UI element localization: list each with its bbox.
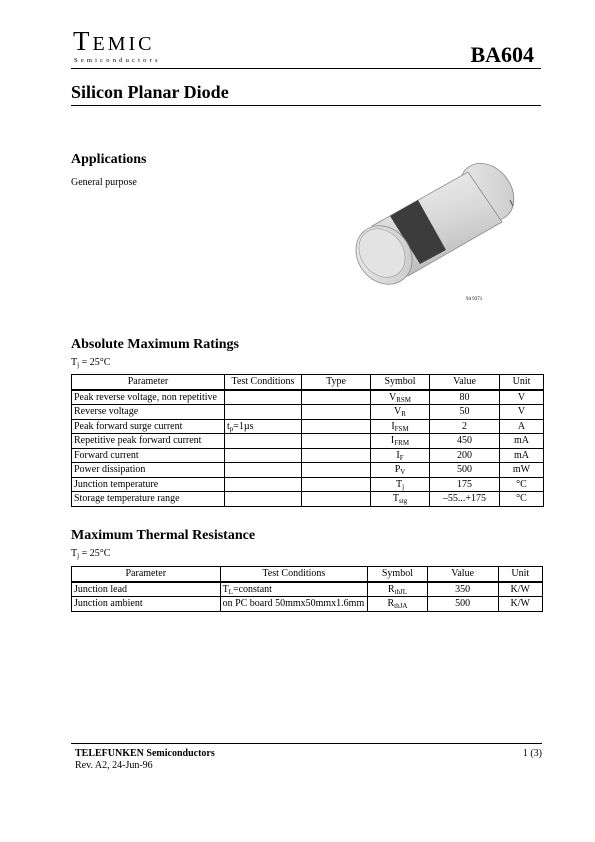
table-cell: mW <box>500 463 544 478</box>
table-cell: 350 <box>427 582 498 597</box>
table-cell: $T_{stg}$ <box>371 492 430 507</box>
table-cell: 50 <box>430 405 500 420</box>
table-row <box>72 477 544 492</box>
table-cell: $R_{thJA}$ <box>368 597 428 612</box>
table-cell <box>302 419 371 434</box>
column-header: Type <box>302 375 371 390</box>
footer-company: TELEFUNKEN Semiconductors <box>75 748 215 759</box>
title-rule <box>71 105 541 106</box>
diode-illustration <box>350 158 520 290</box>
table-cell: $t_p=1\mu s$ <box>225 419 302 434</box>
applications-text: General purpose <box>71 177 137 188</box>
table-cell <box>225 434 302 449</box>
table-cell: 175 <box>430 477 500 492</box>
amr-heading: Absolute Maximum Ratings <box>71 337 240 352</box>
table-cell: K/W <box>498 597 543 612</box>
temic-logo <box>73 28 155 58</box>
table-cell <box>225 448 302 463</box>
table-cell: Repetitive peak forward current <box>72 434 225 449</box>
table-cell: $T_L=constant$ <box>220 582 368 597</box>
page-number: 1 (3) <box>522 748 542 759</box>
table-cell: $I_{FRM}$ <box>371 434 430 449</box>
table-cell: Junction lead <box>72 582 221 597</box>
table-cell: Power dissipation <box>72 463 225 478</box>
table-cell: Forward current <box>72 448 225 463</box>
thermal-heading: Maximum Thermal Resistance <box>71 528 256 543</box>
column-header: Value <box>430 375 500 390</box>
table-cell: °C <box>500 477 544 492</box>
table-cell <box>225 463 302 478</box>
table-cell <box>302 405 371 420</box>
table-cell <box>225 477 302 492</box>
table-cell <box>225 390 302 405</box>
table-cell: V <box>500 405 544 420</box>
thermal-header-row <box>72 567 543 582</box>
table-cell: Peak forward surge current <box>72 419 225 434</box>
table-cell: $I_{FSM}$ <box>371 419 430 434</box>
table-cell: $T_j$ <box>371 477 430 492</box>
table-cell <box>225 492 302 507</box>
column-header: Symbol <box>368 567 428 582</box>
column-header: Parameter <box>72 375 225 390</box>
table-cell: –55...+175 <box>430 492 500 507</box>
table-cell: °C <box>500 492 544 507</box>
table-cell <box>302 463 371 478</box>
column-header: Test Conditions <box>220 567 368 582</box>
table-cell: Storage temperature range <box>72 492 225 507</box>
amr-condition: $T_j = 25^\circ C$ <box>71 357 111 369</box>
table-cell <box>302 448 371 463</box>
table-cell <box>302 477 371 492</box>
column-header: Unit <box>498 567 543 582</box>
footer-rule <box>71 743 542 744</box>
table-cell <box>225 405 302 420</box>
amr-header-row <box>72 375 544 390</box>
table-cell: 200 <box>430 448 500 463</box>
table-row <box>72 492 544 507</box>
table-cell: $R_{thJL}$ <box>368 582 428 597</box>
table-cell: 500 <box>427 597 498 612</box>
applications-heading: Applications <box>71 152 147 167</box>
logo-subtitle: Semiconductors <box>74 57 161 64</box>
table-cell: $V_{RSM}$ <box>371 390 430 405</box>
logo-rest: EMIC <box>92 33 155 55</box>
table-cell: mA <box>500 434 544 449</box>
table-cell: K/W <box>498 582 543 597</box>
table-cell: $I_F$ <box>371 448 430 463</box>
table-cell: $V_R$ <box>371 405 430 420</box>
table-row <box>72 448 544 463</box>
table-cell: A <box>500 419 544 434</box>
column-header: Value <box>427 567 498 582</box>
table-row <box>72 419 544 434</box>
table-cell <box>302 492 371 507</box>
amr-table <box>71 374 544 507</box>
table-cell: mA <box>500 448 544 463</box>
table-row <box>72 582 543 597</box>
table-cell: 500 <box>430 463 500 478</box>
table-row <box>72 597 543 612</box>
table-cell: on PC board 50mmx50mmx1.6mm <box>220 597 368 612</box>
thermal-condition: $T_j = 25^\circ C$ <box>71 548 111 560</box>
header-rule <box>71 68 541 69</box>
table-cell: 2 <box>430 419 500 434</box>
table-row <box>72 405 544 420</box>
footer-revision: Rev. A2, 24-Jun-96 <box>75 760 153 771</box>
table-cell: Peak reverse voltage, non repetitive <box>72 390 225 405</box>
thermal-table <box>71 566 543 612</box>
table-cell: 450 <box>430 434 500 449</box>
table-cell: 80 <box>430 390 500 405</box>
table-cell: Junction temperature <box>72 477 225 492</box>
column-header: Symbol <box>371 375 430 390</box>
column-header: Parameter <box>72 567 221 582</box>
page-title: Silicon Planar Diode <box>71 82 229 102</box>
figure-id: 94 9371 <box>466 297 483 302</box>
table-row <box>72 463 544 478</box>
table-cell: V <box>500 390 544 405</box>
table-cell <box>302 390 371 405</box>
table-cell: Reverse voltage <box>72 405 225 420</box>
part-number: BA604 <box>470 42 534 67</box>
table-cell: $P_V$ <box>371 463 430 478</box>
table-cell <box>302 434 371 449</box>
column-header: Test Conditions <box>225 375 302 390</box>
table-row <box>72 434 544 449</box>
table-row <box>72 390 544 405</box>
column-header: Unit <box>500 375 544 390</box>
table-cell: Junction ambient <box>72 597 221 612</box>
logo-initial: T <box>73 26 93 56</box>
